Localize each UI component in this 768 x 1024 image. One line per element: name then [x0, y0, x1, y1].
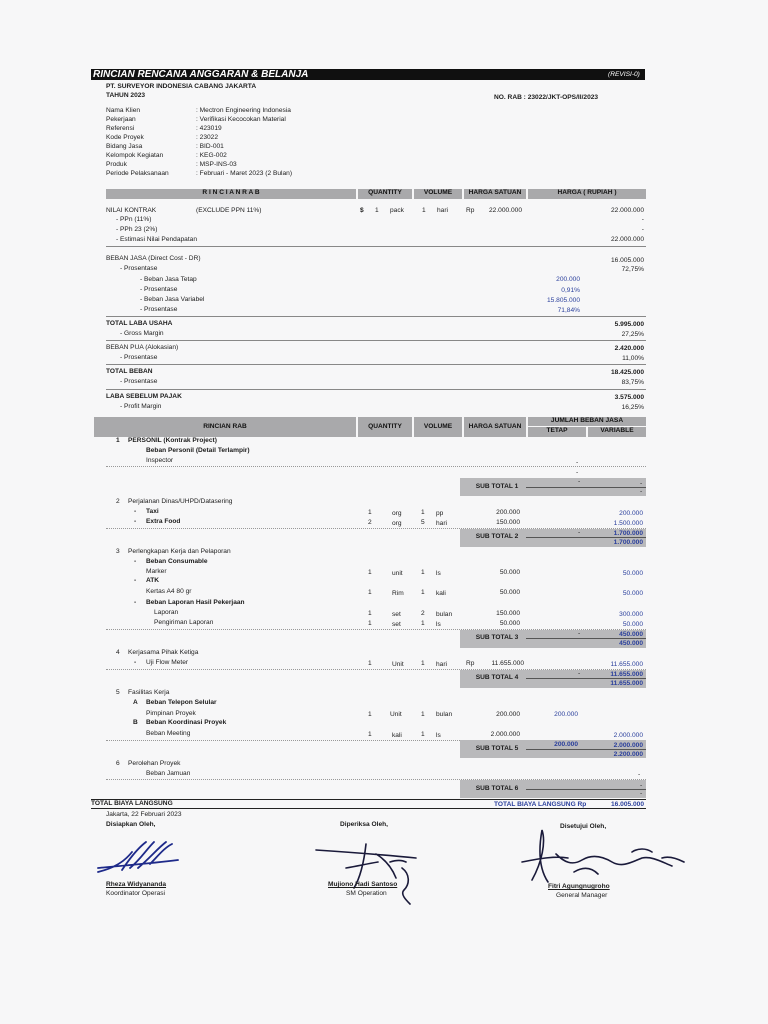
- quantity-value: 1: [375, 207, 379, 214]
- checked-by-name: Mujiono Hadi Santoso: [328, 881, 398, 888]
- summary-value: -: [641, 216, 644, 223]
- rupiah-label: Rp: [466, 660, 475, 667]
- section-number: 3: [116, 548, 120, 555]
- summary-mid-value: 200.000: [556, 276, 580, 283]
- section-number: 5: [116, 689, 120, 696]
- item-variable: 50.000: [622, 621, 643, 628]
- info-value: : Verifikasi Kecocokan Material: [196, 116, 286, 123]
- signature-fitri: [512, 822, 692, 892]
- section-title: Perjalanan Dinas/UHPD/Datasering: [128, 498, 233, 505]
- item-vol: 1: [421, 620, 425, 627]
- item-qty: 1: [368, 711, 372, 718]
- approved-by-name: Fitri Agungnugroho: [548, 883, 610, 890]
- place-date: Jakarta, 22 Februari 2023: [106, 811, 182, 818]
- item-qty-unit: kali: [392, 732, 402, 739]
- section-number: 1: [116, 437, 120, 444]
- item-vol-unit: ls: [436, 621, 441, 628]
- subtotal-tetap: -: [578, 478, 581, 485]
- item-qty-unit: set: [392, 621, 401, 628]
- item-vol: 1: [421, 589, 425, 596]
- item-name: Extra Food: [146, 518, 181, 525]
- subtotal-total: -: [640, 488, 643, 495]
- item-name: Uji Flow Meter: [146, 659, 189, 666]
- item-name: Kertas A4 80 gr: [146, 588, 192, 595]
- summary-value: 18.425.000: [610, 369, 644, 376]
- item-harga-satuan: 200.000: [496, 509, 520, 516]
- subtotal-label: SUB TOTAL 3: [475, 634, 519, 641]
- subtotal-variable: 450.000: [619, 631, 643, 638]
- item-qty: 1: [368, 620, 372, 627]
- checked-by-label: Diperiksa Oleh,: [340, 821, 389, 828]
- item-name: Marker: [146, 568, 167, 575]
- item-harga-satuan: 50.000: [499, 569, 520, 576]
- item-harga-satuan: 11.655.000: [491, 660, 524, 667]
- info-value: : Mectron Engineering Indonesia: [196, 107, 291, 114]
- subtotal-variable: 11.655.000: [610, 671, 643, 678]
- group-letter: B: [133, 719, 138, 726]
- prepared-by-title: Koordinator Operasi: [106, 890, 166, 897]
- summary-value: 22.000.000: [610, 236, 644, 243]
- document-page: RINCIAN RENCANA ANGGARAN & BELANJA (REVISI-0) PT. SURVEYOR INDONESIA CABANG JAKARTA TAHUN 2023 NO. RAB : 23022/JKT-OPS/II/2023 Nama Klien : Mectron Engineering Indonesia Pekerjaan : Verifikasi Kecocokan Material Referensi : 423019 Kode Proyek : 23022 Bidang Jasa : BID-001 Kelompok Kegiatan : KEG-002 Produk : MSP-INS-03 Periode Pelaksanaan : Februari - Maret 2023 (2 Bulan) R I N C I A N R A B QUANTITY VOLUME HARGA SATUAN HARGA ( RUPIAH ) NILAI KONTRAK (EXCLUDE PPN 11%) $ 1 pack 1 hari Rp 22.000.000 22.000.000 - PPn (11%) - - PPh 23 (2%) - - Estimasi Nilai Pendapatan 22.000.000 BEBAN JASA (Direct Cost - DR) 16.005.000 - Prosentase 72,75% - Beban Jasa Tetap 200.000 - Prosentase 0,91% - Beban Jasa Variabel 15.805.000 - Prosentase 71,84% TOTAL LABA USAHA 5.995.000 - Gross Margin 27,25% BEBAN PUA (Alokasian) 2.420.000 - Prosentase 11,00% TOTAL BEBAN 18.425.000 - Prosentase 83,75% LABA SEBELUM PAJAK 3.575.000 - Profit Margin 16,25% RINCIAN RAB QUANTITY VOLUME HARGA SATUAN JUMLAH BEBAN JASA TETAP VARIABLE 1 PERSONIL (Kontrak Project) Beban Personil (Detail Terlampir) Inspector - - SUB TOTAL 1 - - - 2 Perjalanan Dinas/UHPD/Datasering - Taxi 1 org 1 pp 200.000 200.000 - Extra Food 2 org 5 hari 150.000 1.500.000 SUB TOTAL 2 - 1.700.000 1.700.000 3 Perlengkapan Kerja dan Pelaporan - Beban Consumable Marker 1 unit 1 ls 50.000 50.000 - ATK Kertas A4 80 gr 1 Rim 1 kali 50.000 50.000 - Beban Laporan Hasil Pekerjaan Laporan 1 set 2 bulan 150.000 300.000 Pengiriman Laporan 1 set 1 ls 50.000 50.000 SUB TOTAL 3 - 450.000 450.000 4 Kerjasama Pihak Ketiga - Uji Flow Meter 1 Unit 1 hari Rp 11.655.000 11.655.000 SUB TOTAL 4 - 11.655.000 11.655.000 5 Fasilitas Kerja A Beban Telepon Selular Pimpinan Proyek 1 Unit 1 bulan 200.000 200.000 B Beban Koordinasi Proyek Beban Meeting 1 kali 1 ls 2.000.000 2.000.000 SUB TOTAL 5 200.000 2.000.000 2.200.000 6 Perolehan Proyek Beban Jamuan - SUB TOTAL 6 - - TOTAL BIAYA LANGSUNG TOTAL BIAYA LANGSUNG Rp 16.005.000 Jakarta, 22 Februari 2023 Disiapkan Oleh, Diperiksa Oleh, Disetujui Oleh, Rheza Widyananda Koordinator Operasi Mujiono Hadi Santoso SM Operation Fitri Agungnugroho General Manager: [0, 0, 768, 1024]
- item-variable: 300.000: [619, 611, 643, 618]
- section-title: PERSONIL (Kontrak Project): [128, 437, 217, 444]
- summary-value: 11,00%: [622, 355, 644, 362]
- info-label: Bidang Jasa: [106, 143, 143, 150]
- header-rincian: R I N C I A N R A B: [106, 189, 356, 199]
- volume-value: 1: [422, 207, 426, 214]
- item-tetap: 200.000: [554, 711, 578, 718]
- section-title: Perlengkapan Kerja dan Pelaporan: [128, 548, 231, 555]
- item-qty-unit: unit: [392, 570, 403, 577]
- item-qty-unit: Rim: [392, 590, 404, 597]
- item-vol-unit: pp: [436, 510, 444, 517]
- item-variable: 11.655.000: [610, 661, 643, 668]
- total-value: 16.005.000: [610, 801, 644, 808]
- subtotal-variable: 2.000.000: [613, 742, 643, 749]
- subtotal-label: SUB TOTAL 1: [475, 483, 519, 490]
- approved-by-title: General Manager: [556, 892, 608, 899]
- item-vol: 1: [421, 569, 425, 576]
- subtotal-total: -: [640, 790, 643, 797]
- currency-symbol: $: [360, 207, 364, 214]
- info-label: Kode Proyek: [106, 134, 144, 141]
- info-value: : BID-001: [196, 143, 224, 150]
- item-qty: 1: [368, 660, 372, 667]
- item-variable: 200.000: [619, 510, 643, 517]
- summary-value: 2.420.000: [614, 345, 644, 352]
- info-value: : 23022: [196, 134, 218, 141]
- info-label: Nama Klien: [106, 107, 141, 114]
- item-vol-unit: hari: [436, 661, 447, 668]
- approved-by-label: Disetujui Oleh,: [560, 823, 607, 830]
- item-qty: 1: [368, 569, 372, 576]
- nilai-kontrak-note: (EXCLUDE PPN 11%): [196, 207, 262, 214]
- group-title: Beban Koordinasi Proyek: [146, 719, 227, 726]
- header-harga-satuan: HARGA SATUAN: [464, 189, 526, 199]
- summary-value: 5.995.000: [614, 321, 644, 328]
- summary-label: - Prosentase: [120, 265, 158, 272]
- summary-label: - Beban Jasa Variabel: [140, 296, 205, 303]
- header-harga-satuan: HARGA SATUAN: [464, 417, 526, 437]
- group-letter: A: [133, 699, 138, 706]
- summary-mid-value: 15.805.000: [546, 297, 580, 304]
- subtotal-total: 11.655.000: [610, 680, 643, 687]
- harga-value: 22.000.000: [610, 207, 644, 214]
- summary-label: - Beban Jasa Tetap: [140, 276, 197, 283]
- item-vol: 1: [421, 731, 425, 738]
- prepared-by-name: Rheza Widyananda: [106, 881, 167, 888]
- item-vol-unit: hari: [436, 520, 447, 527]
- item-name: Inspector: [146, 457, 174, 464]
- summary-label: - PPn (11%): [116, 216, 152, 223]
- item-vol-unit: bulan: [436, 611, 453, 618]
- item-variable: 50.000: [622, 570, 643, 577]
- item-qty: 1: [368, 589, 372, 596]
- summary-value: 83,75%: [621, 379, 644, 386]
- checked-by-title: SM Operation: [346, 890, 387, 897]
- summary-value: 16,25%: [621, 404, 644, 411]
- quantity-unit: pack: [390, 207, 404, 214]
- total-right-label: TOTAL BIAYA LANGSUNG Rp: [494, 801, 587, 808]
- subtotal-total: 1.700.000: [613, 539, 643, 546]
- item-name: Pimpinan Proyek: [146, 710, 196, 717]
- rupiah-label: Rp: [466, 207, 475, 214]
- prepared-by-label: Disiapkan Oleh,: [106, 821, 156, 828]
- info-value: : MSP-INS-03: [196, 161, 237, 168]
- item-qty: 1: [368, 509, 372, 516]
- subtotal-label: SUB TOTAL 5: [475, 745, 519, 752]
- group-title: ATK: [146, 577, 160, 584]
- item-variable: 2.000.000: [613, 732, 643, 739]
- header-harga: HARGA ( RUPIAH ): [528, 189, 646, 199]
- summary-value: -: [641, 226, 644, 233]
- header-rincian: RINCIAN RAB: [94, 417, 356, 437]
- item-value: -: [576, 459, 579, 466]
- summary-label: - Prosentase: [140, 306, 178, 313]
- info-label: Pekerjaan: [106, 116, 136, 123]
- summary-value: 72,75%: [621, 266, 644, 273]
- group-title: Beban Personil (Detail Terlampir): [146, 447, 250, 454]
- doc-title: RINCIAN RENCANA ANGGARAN & BELANJA: [93, 69, 309, 80]
- item-vol-unit: ls: [436, 732, 441, 739]
- summary-mid-value: 0,91%: [561, 287, 580, 294]
- summary-label: BEBAN JASA (Direct Cost - DR): [106, 255, 201, 262]
- summary-label: BEBAN PUA (Alokasian): [106, 344, 179, 351]
- info-value: : 423019: [196, 125, 222, 132]
- item-vol-unit: bulan: [436, 711, 453, 718]
- summary-mid-value: 71,84%: [557, 307, 580, 314]
- info-label: Periode Pelaksanaan: [106, 170, 169, 177]
- section-number: 2: [116, 498, 120, 505]
- item-harga-satuan: 50.000: [499, 620, 520, 627]
- item-vol: 1: [421, 711, 425, 718]
- summary-value: 3.575.000: [614, 394, 644, 401]
- summary-value: 16.005.000: [610, 257, 644, 264]
- item-value: -: [638, 771, 641, 778]
- item-harga-satuan: 200.000: [496, 711, 520, 718]
- header-tetap: TETAP: [528, 427, 586, 437]
- section-title: Kerjasama Pihak Ketiga: [128, 649, 199, 656]
- summary-label: - Prosentase: [120, 378, 158, 385]
- section-title: Perolehan Proyek: [128, 760, 181, 767]
- year-label: TAHUN 2023: [106, 92, 146, 99]
- item-qty: 1: [368, 731, 372, 738]
- item-variable: 1.500.000: [613, 520, 643, 527]
- item-qty-unit: Unit: [392, 661, 404, 668]
- nilai-kontrak-label: NILAI KONTRAK: [106, 207, 157, 214]
- item-qty-unit: Unit: [390, 711, 402, 718]
- item-qty: 1: [368, 610, 372, 617]
- subtotal-tetap: -: [578, 630, 581, 637]
- header-jumlah: JUMLAH BEBAN JASA: [528, 417, 646, 426]
- item-vol-unit: ls: [436, 570, 441, 577]
- summary-label: - Gross Margin: [120, 330, 164, 337]
- info-value: : KEG-002: [196, 152, 227, 159]
- group-title: Beban Consumable: [146, 558, 208, 565]
- subtotal-label: SUB TOTAL 6: [475, 785, 519, 792]
- header-quantity: QUANTITY: [358, 189, 412, 199]
- rab-number: NO. RAB : 23022/JKT-OPS/II/2023: [494, 94, 599, 101]
- item-qty-unit: org: [392, 520, 402, 527]
- section-title: Fasilitas Kerja: [128, 689, 170, 696]
- company-name: PT. SURVEYOR INDONESIA CABANG JAKARTA: [106, 83, 257, 90]
- item-vol: 1: [421, 509, 425, 516]
- subtotal-total: 450.000: [619, 640, 643, 647]
- item-qty-unit: org: [392, 510, 402, 517]
- item-name: Pengiriman Laporan: [154, 619, 214, 626]
- item-harga-satuan: 150.000: [496, 610, 520, 617]
- item-name: Taxi: [146, 508, 159, 515]
- summary-label: - Prosentase: [120, 354, 158, 361]
- header-quantity: QUANTITY: [358, 417, 412, 437]
- summary-value: 27,25%: [621, 331, 644, 338]
- group-title: Beban Telepon Selular: [146, 699, 217, 706]
- item-name: Beban Jamuan: [146, 770, 191, 777]
- subtotal-variable: -: [640, 480, 643, 487]
- header-volume: VOLUME: [414, 189, 462, 199]
- subtotal-variable: 1.700.000: [613, 530, 643, 537]
- subtotal-tetap: -: [578, 529, 581, 536]
- item-vol-unit: kali: [436, 590, 446, 597]
- item-name: Laporan: [154, 609, 179, 616]
- section-number: 6: [116, 760, 120, 767]
- item-harga-satuan: 2.000.000: [490, 731, 520, 738]
- item-name: Beban Meeting: [146, 730, 191, 737]
- item-vol: 5: [421, 519, 425, 526]
- item-harga-satuan: 150.000: [496, 519, 520, 526]
- item-vol: 2: [421, 610, 425, 617]
- info-label: Kelompok Kegiatan: [106, 152, 164, 159]
- summary-label: - Estimasi Nilai Pendapatan: [116, 236, 197, 243]
- group-title: Beban Laporan Hasil Pekerjaan: [146, 599, 245, 606]
- subtotal-tetap: -: [578, 670, 581, 677]
- header-variable: VARIABLE: [588, 427, 646, 437]
- revision-label: (REVISI-0): [608, 71, 640, 78]
- item-vol: 1: [421, 660, 425, 667]
- subtotal-total: 2.200.000: [613, 751, 643, 758]
- info-label: Referensi: [106, 125, 135, 132]
- info-value: : Februari - Maret 2023 (2 Bulan): [196, 170, 293, 177]
- summary-label: TOTAL BEBAN: [106, 368, 153, 375]
- item-harga-satuan: 50.000: [499, 589, 520, 596]
- subtotal-variable: -: [640, 782, 643, 789]
- item-qty: 2: [368, 519, 372, 526]
- subtotal-tetap: 200.000: [554, 741, 578, 748]
- summary-label: LABA SEBELUM PAJAK: [106, 393, 182, 400]
- summary-label: TOTAL LABA USAHA: [106, 320, 173, 327]
- total-left-label: TOTAL BIAYA LANGSUNG: [91, 800, 173, 807]
- item-value: -: [576, 469, 579, 476]
- item-variable: 50.000: [622, 590, 643, 597]
- summary-label: - Profit Margin: [120, 403, 162, 410]
- signature-rheza: [94, 838, 184, 880]
- harga-satuan-value: 22.000.000: [488, 207, 522, 214]
- subtotal-label: SUB TOTAL 2: [475, 533, 519, 540]
- summary-label: - Prosentase: [140, 286, 178, 293]
- total-divider: [91, 799, 646, 800]
- subtotal-label: SUB TOTAL 4: [475, 674, 519, 681]
- section-number: 4: [116, 649, 120, 656]
- volume-unit: hari: [437, 207, 448, 214]
- header-volume: VOLUME: [414, 417, 462, 437]
- info-label: Produk: [106, 161, 127, 168]
- item-qty-unit: set: [392, 611, 401, 618]
- summary-label: - PPh 23 (2%): [116, 226, 158, 233]
